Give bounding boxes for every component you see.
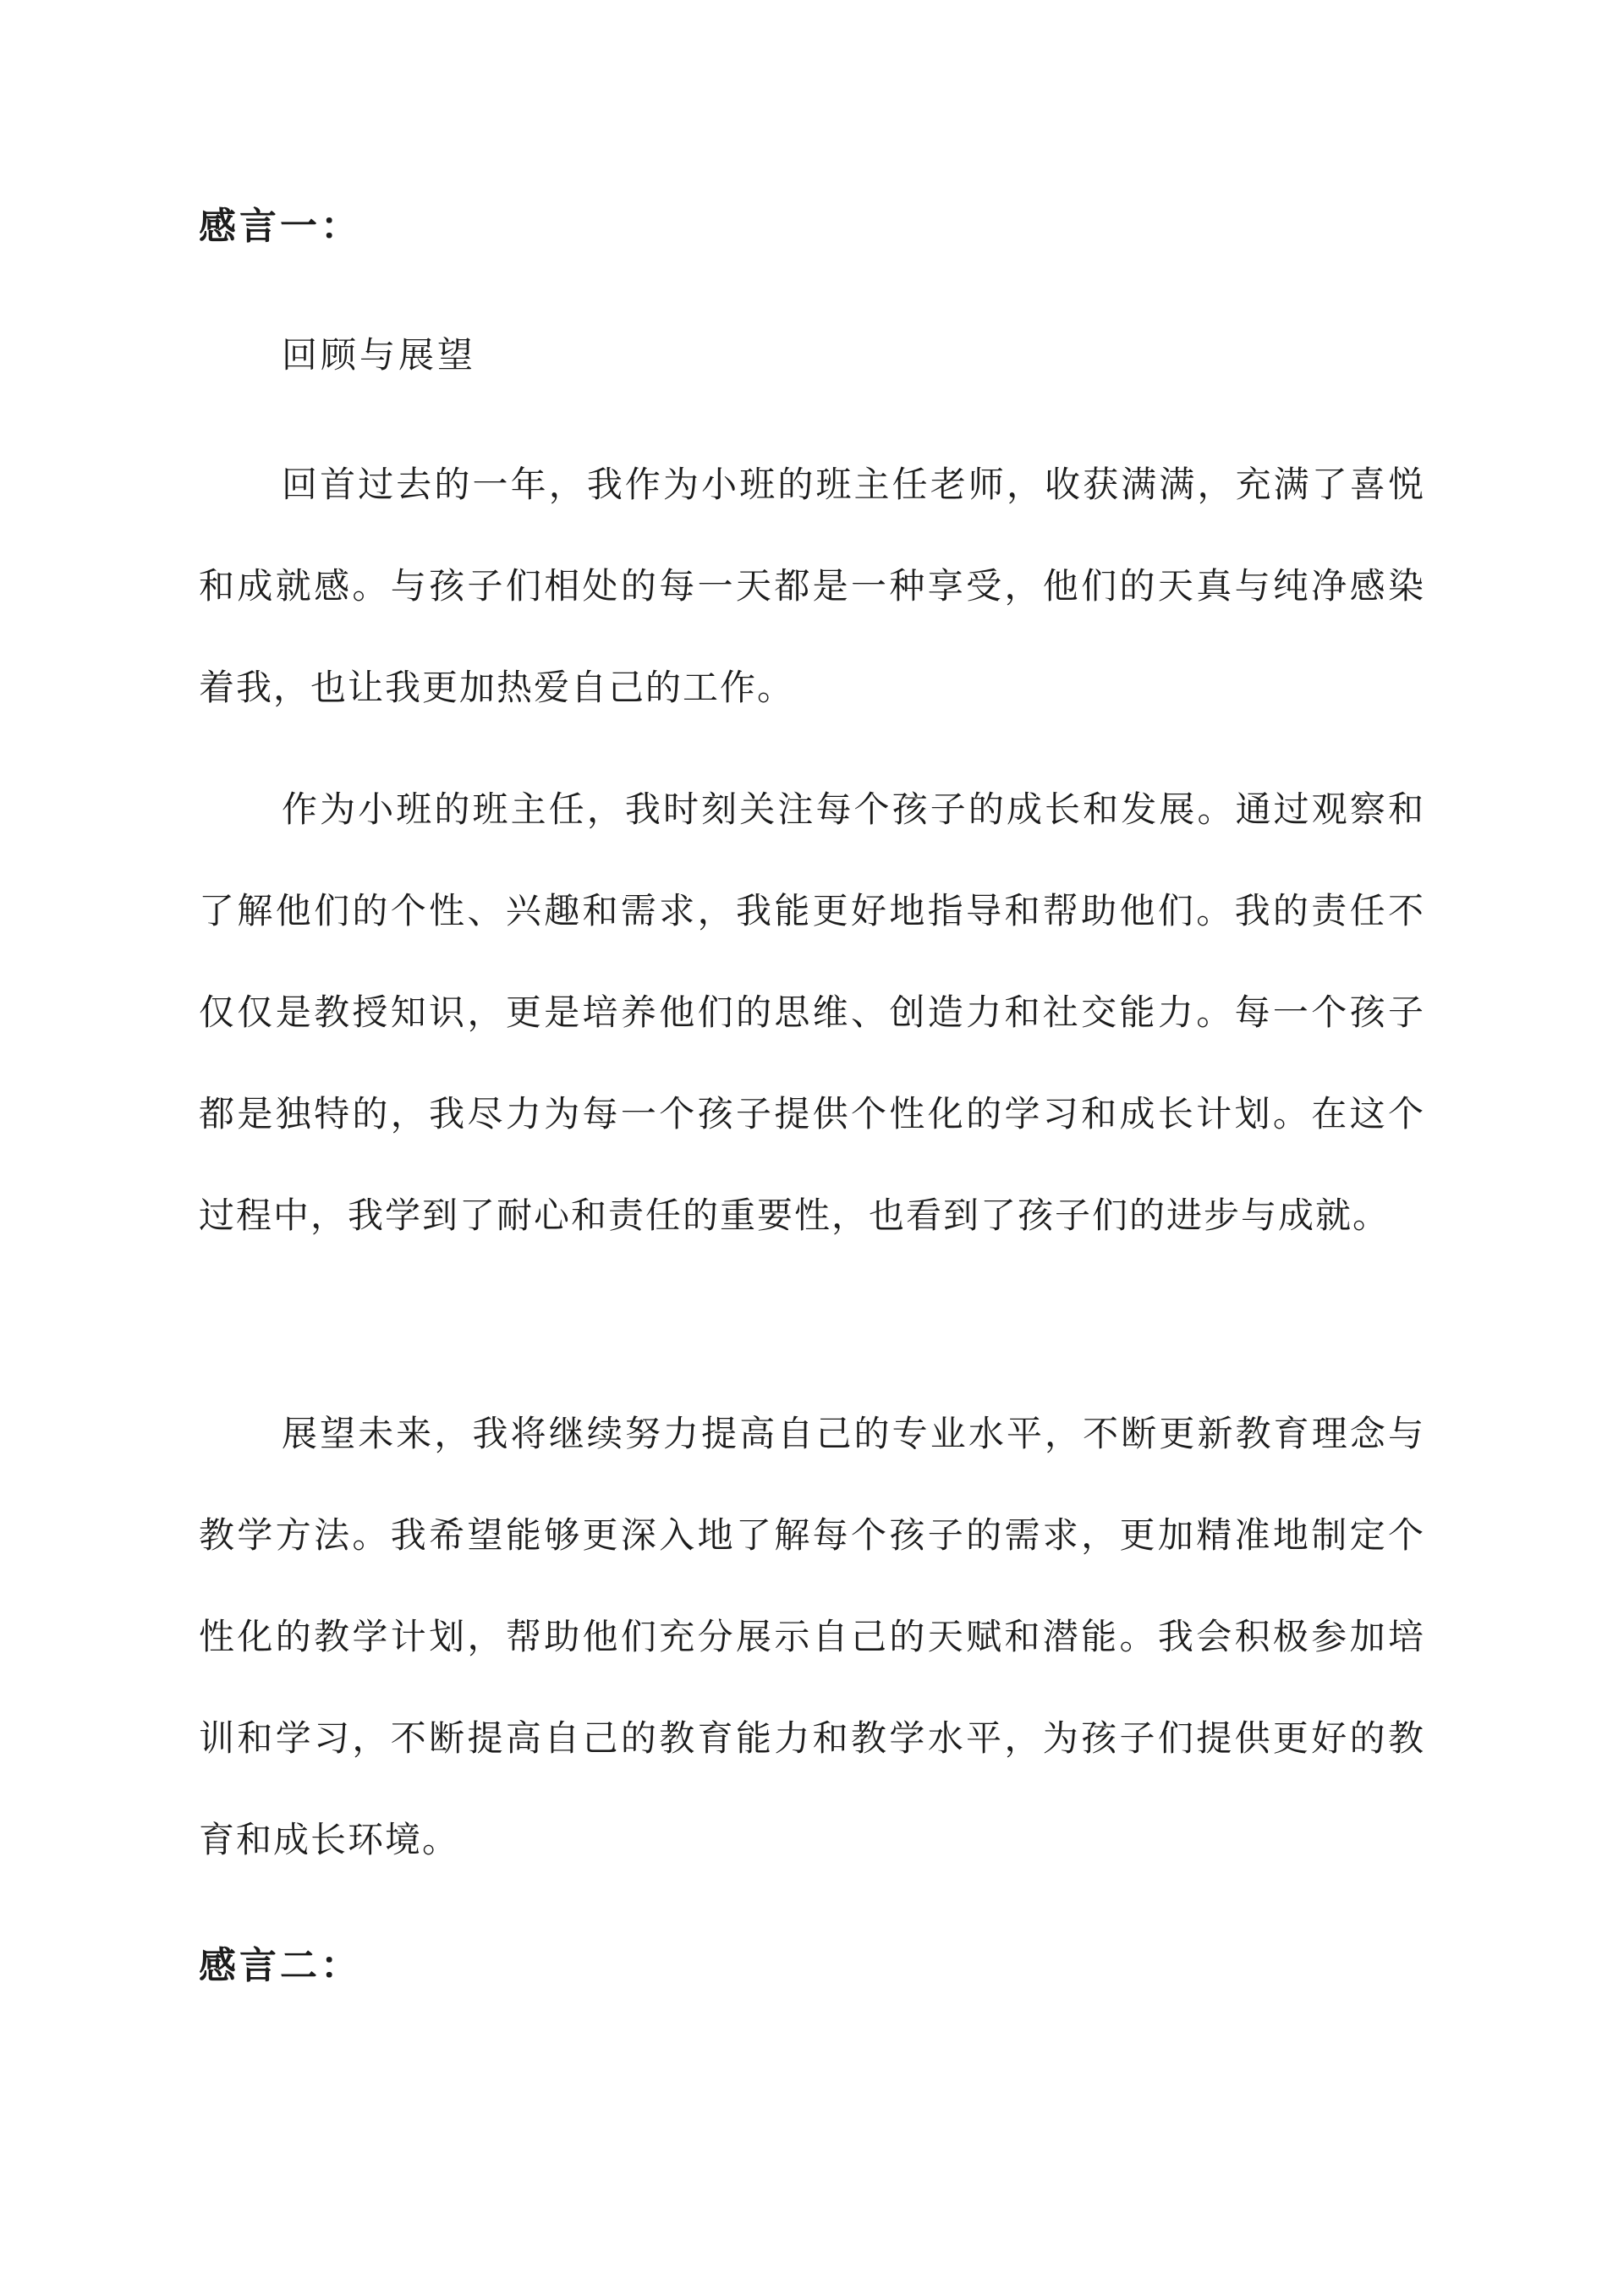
body-paragraph-3: 展望未来，我将继续努力提高自己的专业水平，不断更新教育理念与教学方法。我希望能够更深入地了解每个孩子的需求，更加精准地制定个性化的教学计划，帮助他们充分展示自己的天赋和潜能。我会积极参加培训和学习，不断提高自己的教育能力和教学水平，为孩子们提供更好的教育和成长环境。 [199,1413,1425,1860]
section-heading-2: 感言二： [199,1944,361,1987]
body-paragraph-2: 作为小班的班主任，我时刻关注每个孩子的成长和发展。通过观察和了解他们的个性、兴趣和需求，我能更好地指导和帮助他们。我的责任不仅仅是教授知识，更是培养他们的思维、创造力和社交能力。每一个孩子都是独特的，我尽力为每一个孩子提供个性化的学习和成长计划。在这个过程中，我学到了耐心和责任的重要性，也看到了孩子们的进步与成就。 [199,788,1425,1236]
body-paragraph-1: 回首过去的一年，我作为小班的班主任老师，收获满满，充满了喜悦和成就感。与孩子们相处的每一天都是一种享受，他们的天真与纯净感染着我，也让我更加热爱自己的工作。 [199,464,1425,708]
section-subtitle: 回顾与展望 [282,334,477,376]
section-heading-1: 感言一： [199,205,361,248]
